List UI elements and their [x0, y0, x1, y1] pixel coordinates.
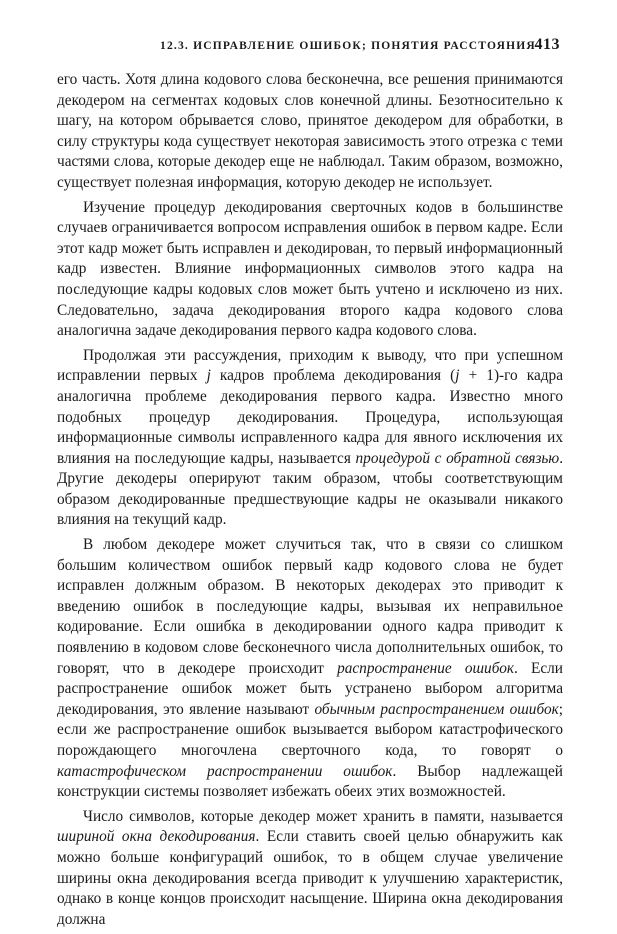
text-run: . Выбор надлежащей конструкции системы позволяет избежать обеих этих возможностей. — [57, 762, 563, 801]
text-run: ; если же распространение ошибок вызывается выбором катастрофического порождающего многочлена сверточного кода, то говорят о — [57, 700, 563, 759]
italic-term: j — [206, 367, 211, 385]
italic-term: катастрофическом распространении ошибок — [57, 762, 393, 780]
italic-term: шириной окна декодирования — [57, 828, 256, 846]
page-number: 413 — [534, 36, 560, 53]
text-run: Изучение процедур декодирования сверточных кодов в большинстве случаев ограничивается вопросом исправления ошибок в первом кадре. Если этот кадр может быть исправлен и декодирован, то первый информационный кадр известен. Влияние информационных символов этого кадра на последующие кадры кодовых слов может быть учтено и исключено из них. Следовательно, задача декодирования второго кадра кодового слова аналогична задаче декодирования первого кадра кодового слова. — [57, 198, 563, 340]
paragraph — [57, 807, 563, 931]
text-run: кадров проблема декодирования ( — [210, 367, 456, 385]
italic-term: распространение ошибок — [337, 659, 514, 677]
text-run: . Другие декодеры оперируют таким образом, чтобы соответствующим образом декодированные предшествующие кадры не оказывали никакого влияния на текущий кадр. — [57, 449, 564, 529]
running-head: 12.3. ИСПРАВЛЕНИЕ ОШИБОК; ПОНЯТИЯ РАССТОЯНИЯ — [160, 40, 536, 52]
text-run: . Если распространение ошибок может быть устранено выбором алгоритма декодирования, это явление называют — [57, 659, 563, 718]
body-text — [57, 70, 563, 934]
paragraph — [57, 70, 563, 194]
paragraph — [57, 346, 563, 531]
paragraph — [57, 535, 563, 803]
text-run: Число символов, которые декодер может хранить в памяти, называется — [83, 807, 563, 825]
page-header — [160, 36, 560, 56]
text-run: В любом декодере может случиться так, что в связи со слишком большим количеством ошибок первый кадр кодового слова не будет исправлен должным образом. В некоторых декодерах это приводит к введению ошибок в последующие кадры, вызывая их неправильное кодирование. Если ошибка в декодировании одного кадра приводит к появлению в кодовом слове бесконечного числа дополнительных ошибок, то говорят, что в декодере происходит — [57, 536, 563, 677]
italic-term: обычным распространением ошибок — [314, 700, 559, 718]
italic-term: j — [455, 367, 460, 385]
text-run: + 1)-го кадра аналогична проблеме декодирования первого кадра. Известно много подобных процедур декодирования. Процедура, использующая информационные символы исправленного кадра для явного исключения их влияния на последующие кадры, называется — [57, 367, 563, 467]
italic-term: процедурой с обратной связью — [355, 449, 560, 467]
text-run: Продолжая эти рассуждения, приходим к выводу, что при успешном исправлении первых — [57, 346, 563, 385]
paragraph — [57, 198, 563, 342]
text-run: . Если ставить своей целью обнаружить как можно больше конфигураций ошибок, то в общем случае увеличение ширины окна декодирования всегда приводит к улучшению характеристик, однако в конце концов происходит насыщение. Ширина окна декодирования должна — [57, 828, 563, 928]
text-run: его часть. Хотя длина кодового слова бесконечна, все решения принимаются декодером на сегментах кодовых слов конечной длины. Безотносительно к шагу, на котором обрывается слово, принятое декодером для обработки, в силу структуры кода существует некоторая зависимость этого отрезка с теми частями слова, которые декодер еще не наблюдал. Таким образом, возможно, существует полезная информация, которую декодер не использует. — [57, 71, 563, 191]
